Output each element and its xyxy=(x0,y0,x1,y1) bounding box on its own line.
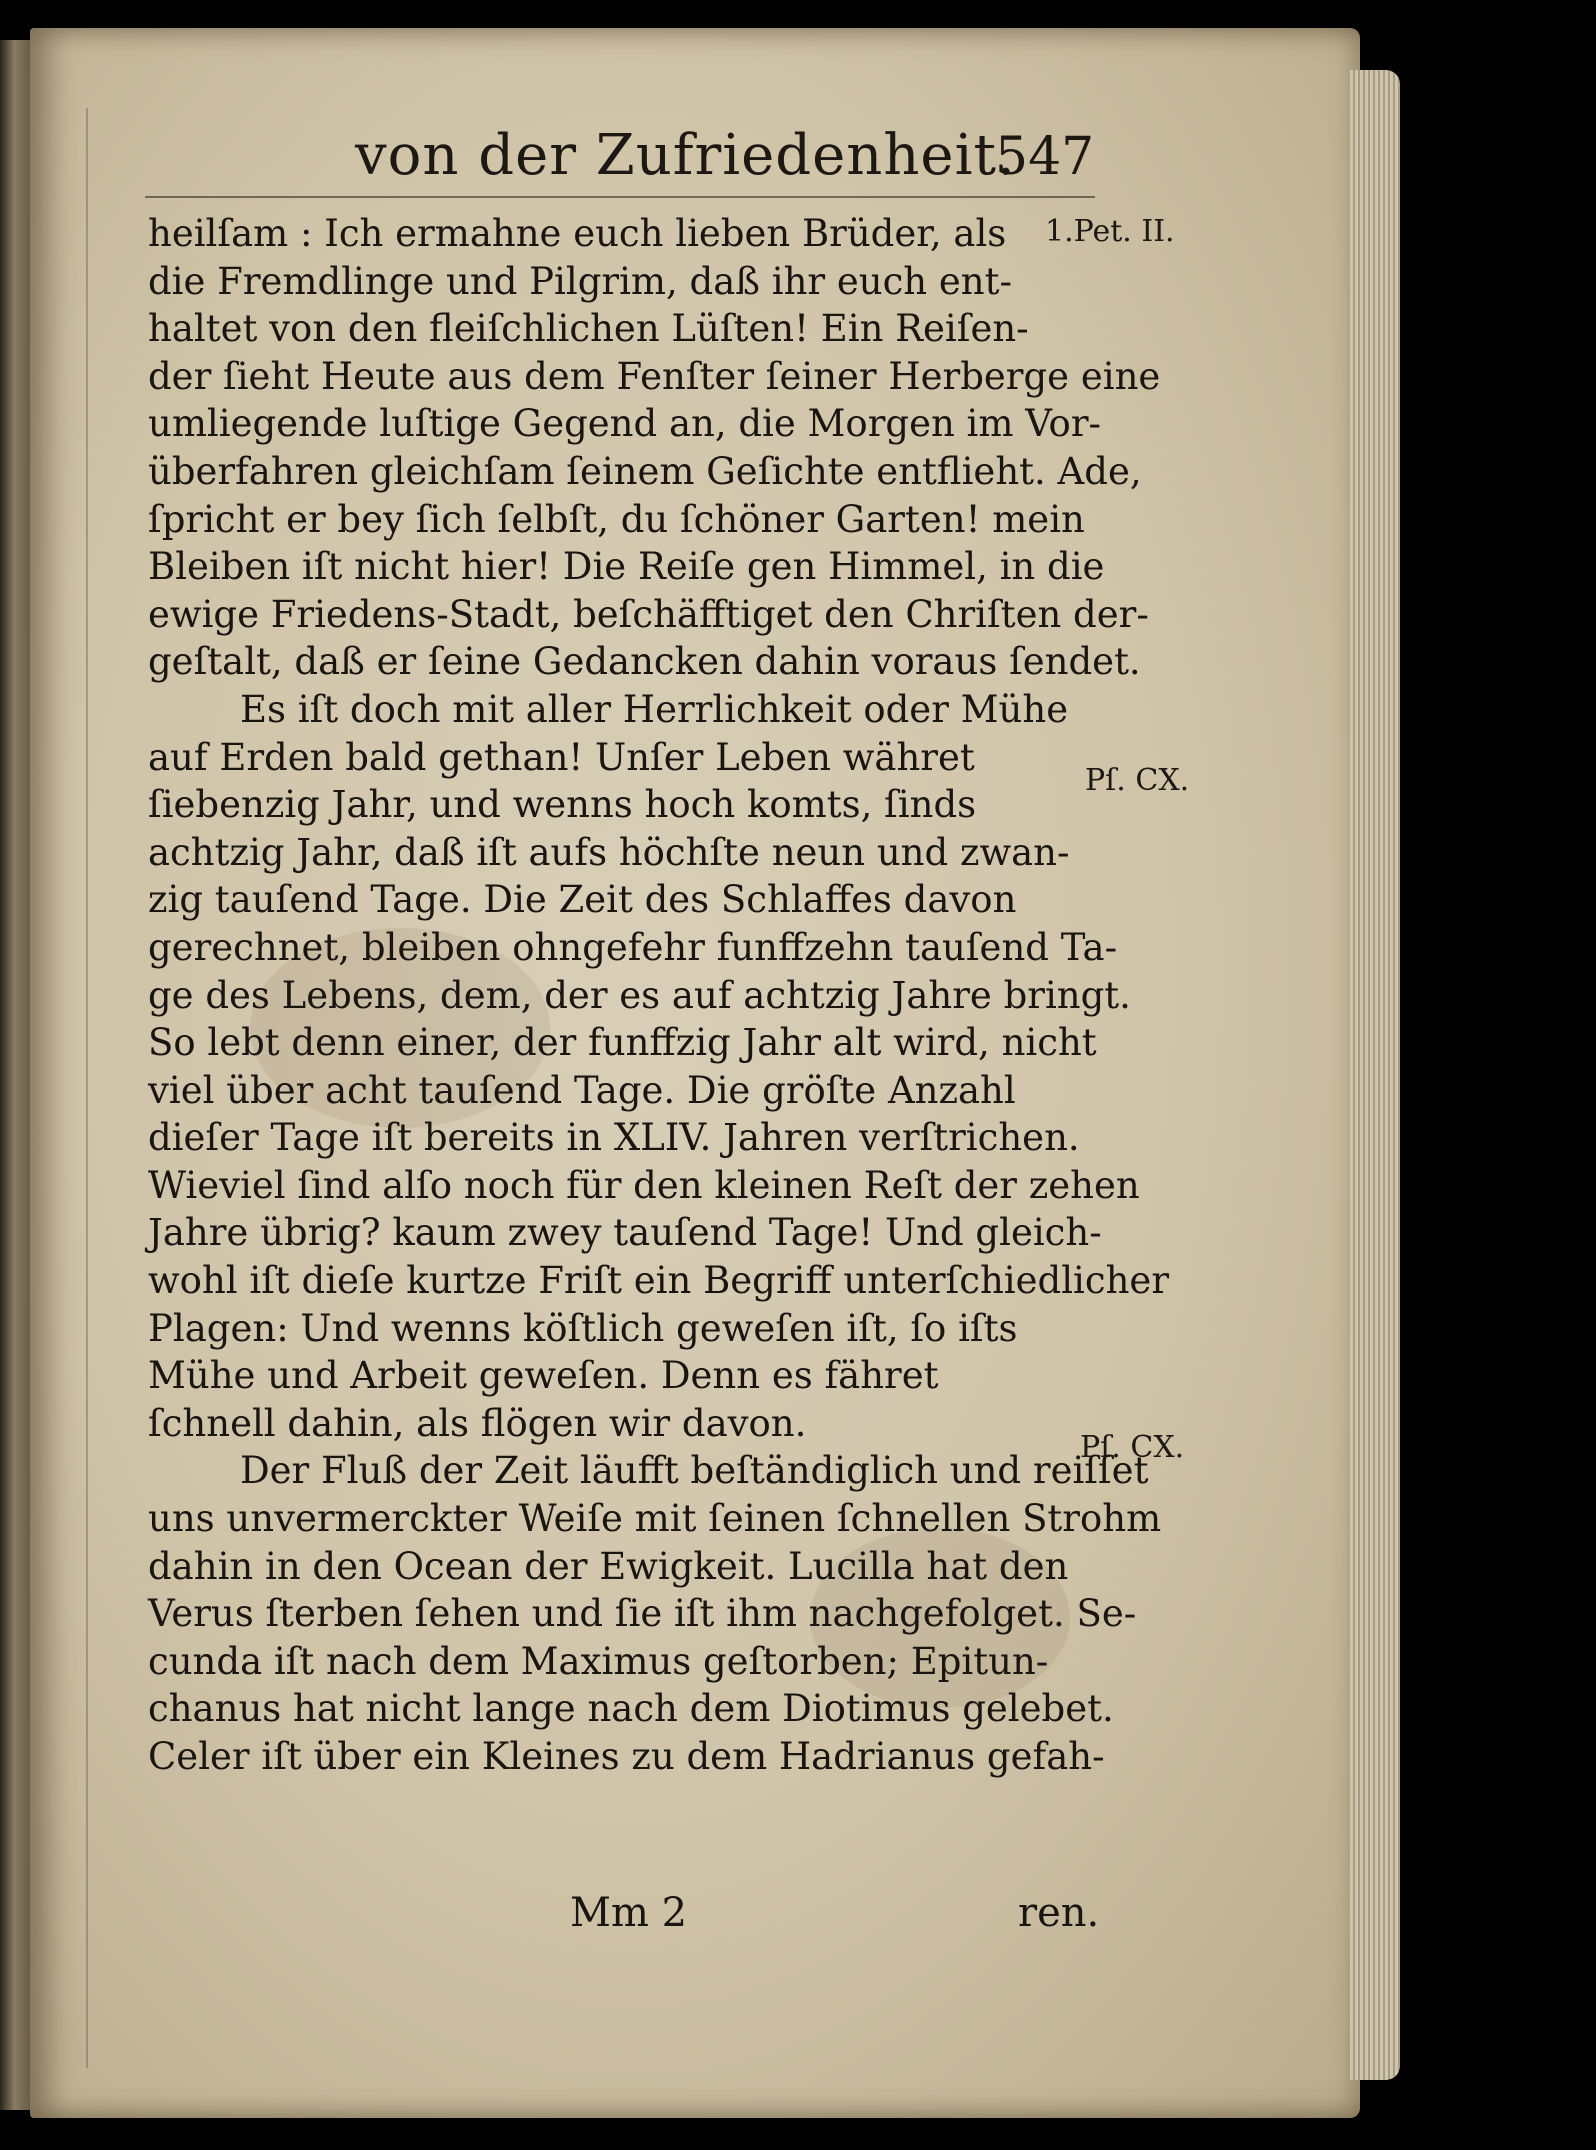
text-line: Der Fluß der Zeit läufft beſtändiglich und reiſſet xyxy=(240,1449,1149,1493)
header-rule xyxy=(145,196,1095,198)
text-line: die Fremdlinge und Pilgrim, daß ihr euch ent- xyxy=(148,259,1012,303)
text-line: So lebt denn einer, der funffzig Jahr alt wird, nicht xyxy=(148,1021,1097,1065)
text-line: zig tauſend Tage. Die Zeit des Schlaffes davon xyxy=(148,878,1017,922)
text-line: haltet von den fleiſchlichen Lüſten! Ein Reiſen- xyxy=(148,307,1029,351)
text-line: ſiebenzig Jahr, und wenns hoch komts, ſinds xyxy=(148,783,977,827)
text-line: ewige Friedens-Stadt, beſchäfftiget den Chriſten der- xyxy=(148,592,1149,636)
text-line: überfahren gleichſam ſeinem Geſichte entflieht. Ade, xyxy=(148,449,1142,493)
text-line: Plagen: Und wenns köſtlich geweſen iſt, ſo iſts xyxy=(148,1306,1018,1350)
margin-note-reference: Pſ. CX. xyxy=(1080,1430,1185,1465)
text-line: heilſam : Ich ermahne euch lieben Brüder, als xyxy=(148,212,1007,255)
page-edges xyxy=(1350,70,1400,2080)
margin-note-reference: Pſ. CX. xyxy=(1085,763,1190,798)
text-line: Jahre übrig? kaum zwey tauſend Tage! Und gleich- xyxy=(148,1211,1102,1255)
page-number: 547 xyxy=(995,127,1095,187)
text-line: dieſer Tage iſt bereits in XLIV. Jahren verſtrichen. xyxy=(148,1116,1080,1160)
text-line: dahin in den Ocean der Ewigkeit. Lucilla hat den xyxy=(148,1544,1069,1588)
text-line: Verus ſterben ſehen und ſie iſt ihm nachgefolget. Se- xyxy=(148,1592,1137,1636)
catchword: ren. xyxy=(1018,1890,1100,1936)
text-line: Es iſt doch mit aller Herrlichkeit oder Mühe xyxy=(240,687,1069,731)
text-line: gerechnet, bleiben ohngefehr funffzehn tauſend Ta- xyxy=(148,925,1118,969)
text-line: auf Erden bald gethan! Unſer Leben währet xyxy=(148,735,975,779)
text-line: Bleiben iſt nicht hier! Die Reiſe gen Himmel, in die xyxy=(148,545,1105,589)
signature-mark: Mm 2 xyxy=(570,1890,688,1936)
text-line: umliegende luſtige Gegend an, die Morgen im Vor- xyxy=(148,402,1102,446)
text-line: ge des Lebens, dem, der es auf achtzig Jahre bringt. xyxy=(148,973,1131,1017)
text-line: ſpricht er bey ſich ſelbſt, du ſchöner Garten! mein xyxy=(148,497,1085,541)
text-line: uns unvermerckter Weiſe mit ſeinen ſchnellen Strohm xyxy=(148,1497,1162,1541)
text-line: geſtalt, daß er ſeine Gedancken dahin voraus ſendet. xyxy=(148,640,1141,684)
book-page xyxy=(30,28,1360,2118)
text-line: Wieviel ſind alſo noch für den kleinen Reſt der zehen xyxy=(148,1163,1140,1207)
text-line: Mühe und Arbeit geweſen. Denn es fähret xyxy=(148,1354,939,1398)
text-line: achtzig Jahr, daß iſt aufs höchſte neun und zwan- xyxy=(148,830,1070,874)
text-line: viel über acht tauſend Tage. Die gröſte Anzahl xyxy=(148,1068,1016,1112)
text-line: Celer iſt über ein Kleines zu dem Hadrianus gefah- xyxy=(148,1735,1105,1778)
text-line: der ſieht Heute aus dem Fenſter ſeiner Herberge eine xyxy=(148,354,1161,398)
margin-note-reference: 1.Pet. II. xyxy=(1045,214,1175,249)
running-head: von der Zufriedenheit. xyxy=(355,123,1016,188)
gutter-shadow xyxy=(86,108,88,2068)
text-line: ſchnell dahin, als flögen wir davon. xyxy=(148,1401,807,1445)
text-line: wohl iſt dieſe kurtze Friſt ein Begriff unterſchiedlicher xyxy=(148,1259,1170,1303)
page-header xyxy=(355,123,1155,203)
text-line: chanus hat nicht lange nach dem Diotimus gelebet. xyxy=(148,1687,1114,1731)
text-line: cunda iſt nach dem Maximus geſtorben; Epitun- xyxy=(148,1639,1049,1683)
